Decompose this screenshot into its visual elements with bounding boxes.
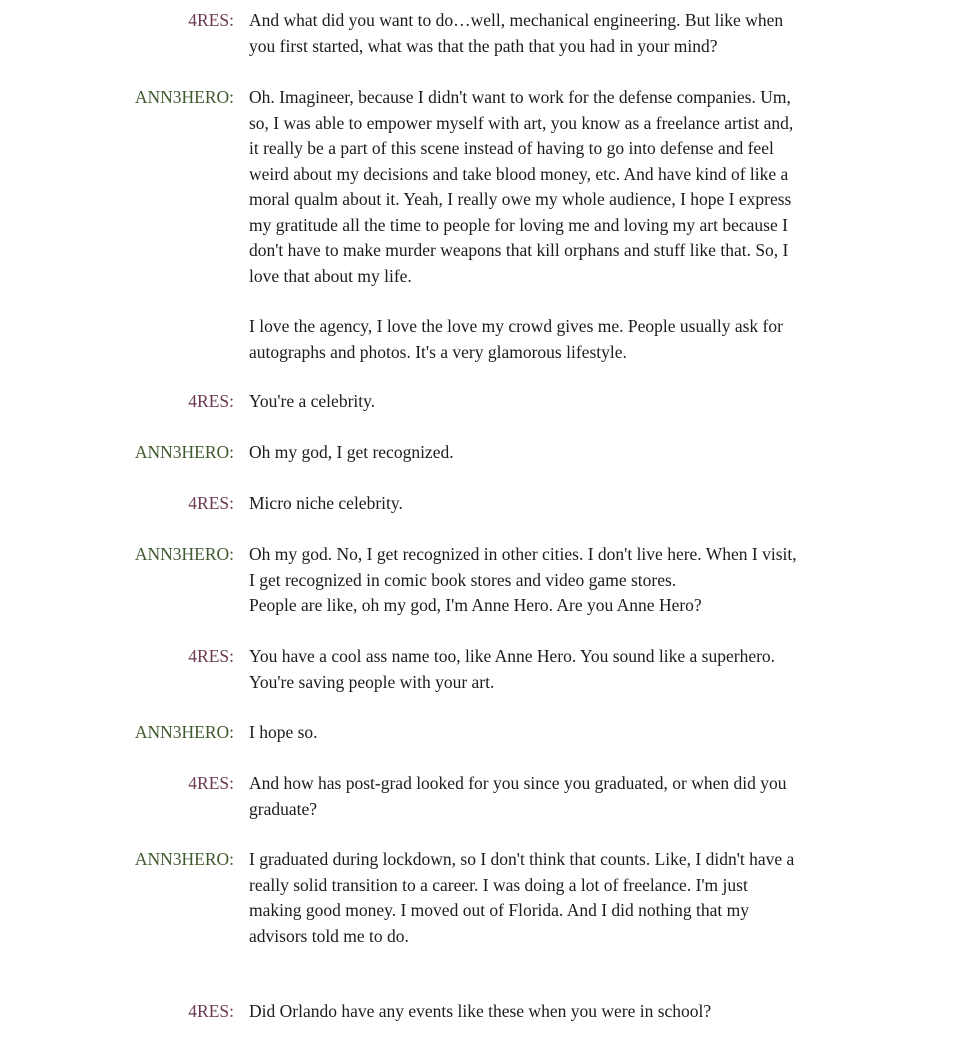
speaker-label: ANN3HERO: — [134, 87, 234, 107]
speech-line: I hope so. — [249, 722, 318, 742]
speech-text — [249, 999, 855, 1050]
speech-line: making good money. I moved out of Florida. And I did nothing that my — [249, 900, 749, 920]
speech-line: Did Orlando have any events like these when you were in school? — [249, 1001, 712, 1021]
speech-line: advisors told me to do. — [249, 925, 409, 946]
speech-text — [249, 440, 855, 491]
speech-paragraph — [249, 85, 855, 289]
speech-line: You have a cool ass name too, like Anne Hero. You sound like a superhero. — [249, 646, 776, 666]
speech-line: Oh my god, I get recognized. — [249, 442, 454, 462]
speaker-label: 4RES: — [188, 493, 234, 513]
speech-text — [249, 542, 855, 644]
speaker-label: 4RES: — [188, 1001, 234, 1021]
speech-text — [249, 720, 855, 771]
speech-text — [249, 491, 855, 542]
speech-line: People are like, oh my god, I'm Anne Hero. Are you Anne Hero? — [249, 595, 702, 615]
speech-paragraph — [249, 8, 855, 59]
speech-line: I get recognized in comic book stores and video game stores. — [249, 569, 677, 590]
speech-line: autographs and photos. It's a very glamorous lifestyle. — [249, 341, 627, 362]
speech-line: it really be a part of this scene instead of having to go into defense and feel — [249, 138, 774, 158]
speech-paragraph — [249, 491, 855, 517]
speech-paragraph — [249, 542, 855, 619]
speech-line: Oh. Imagineer, because I didn't want to work for the defense companies. Um, — [249, 87, 791, 107]
speech-paragraph — [249, 440, 855, 466]
speech-paragraph — [249, 847, 855, 949]
speaker-label: 4RES: — [188, 773, 234, 793]
speech-line: my gratitude all the time to people for loving me and loving my art because I — [249, 214, 788, 235]
speech-line: You're saving people with your art. — [249, 671, 495, 692]
speech-line: you first started, what was that the path that you had in your mind? — [249, 35, 718, 56]
speech-paragraph — [249, 389, 855, 415]
speaker-label: 4RES: — [188, 10, 234, 30]
speech-line: You're a celebrity. — [249, 391, 376, 411]
speech-paragraph — [249, 999, 855, 1025]
speaker-label: ANN3HERO: — [134, 442, 234, 462]
speech-paragraph — [249, 644, 855, 695]
speaker-label: ANN3HERO: — [134, 722, 234, 742]
speech-line: And how has post-grad looked for you since you graduated, or when did you — [249, 773, 787, 793]
speech-line: graduate? — [249, 798, 318, 819]
speech-line: moral qualm about it. Yeah, I really owe my whole audience, I hope I express — [249, 189, 792, 209]
speaker-label: ANN3HERO: — [134, 544, 234, 564]
speech-paragraph — [249, 720, 855, 746]
speech-line: I love the agency, I love the love my crowd gives me. People usually ask for — [249, 316, 783, 336]
speech-line: really solid transition to a career. I was doing a lot of freelance. I'm just — [249, 874, 748, 895]
speech-text — [249, 847, 855, 974]
speech-line: Oh my god. No, I get recognized in other cities. I don't live here. When I visit, — [249, 544, 797, 564]
speech-text — [249, 389, 855, 440]
speaker-label: 4RES: — [188, 646, 234, 666]
speech-text — [249, 8, 855, 84]
speech-line: And what did you want to do…well, mechanical engineering. But like when — [249, 10, 784, 30]
speech-paragraph — [249, 771, 855, 822]
speech-text — [249, 644, 855, 720]
speech-line: don't have to make murder weapons that kill orphans and stuff like that. So, I — [249, 240, 789, 260]
speaker-label: 4RES: — [188, 391, 234, 411]
speech-paragraph — [249, 314, 855, 365]
speech-line: weird about my decisions and take blood money, etc. And have kind of like a — [249, 163, 789, 184]
speaker-label: ANN3HERO: — [134, 849, 234, 869]
speech-line: so, I was able to empower myself with art, you know as a freelance artist and, — [249, 112, 794, 133]
speech-text — [249, 771, 855, 847]
speech-line: I graduated during lockdown, so I don't think that counts. Like, I didn't have a — [249, 849, 795, 869]
speech-text — [249, 85, 855, 390]
speech-line: Micro niche celebrity. — [249, 493, 403, 513]
speech-line: love that about my life. — [249, 265, 412, 286]
